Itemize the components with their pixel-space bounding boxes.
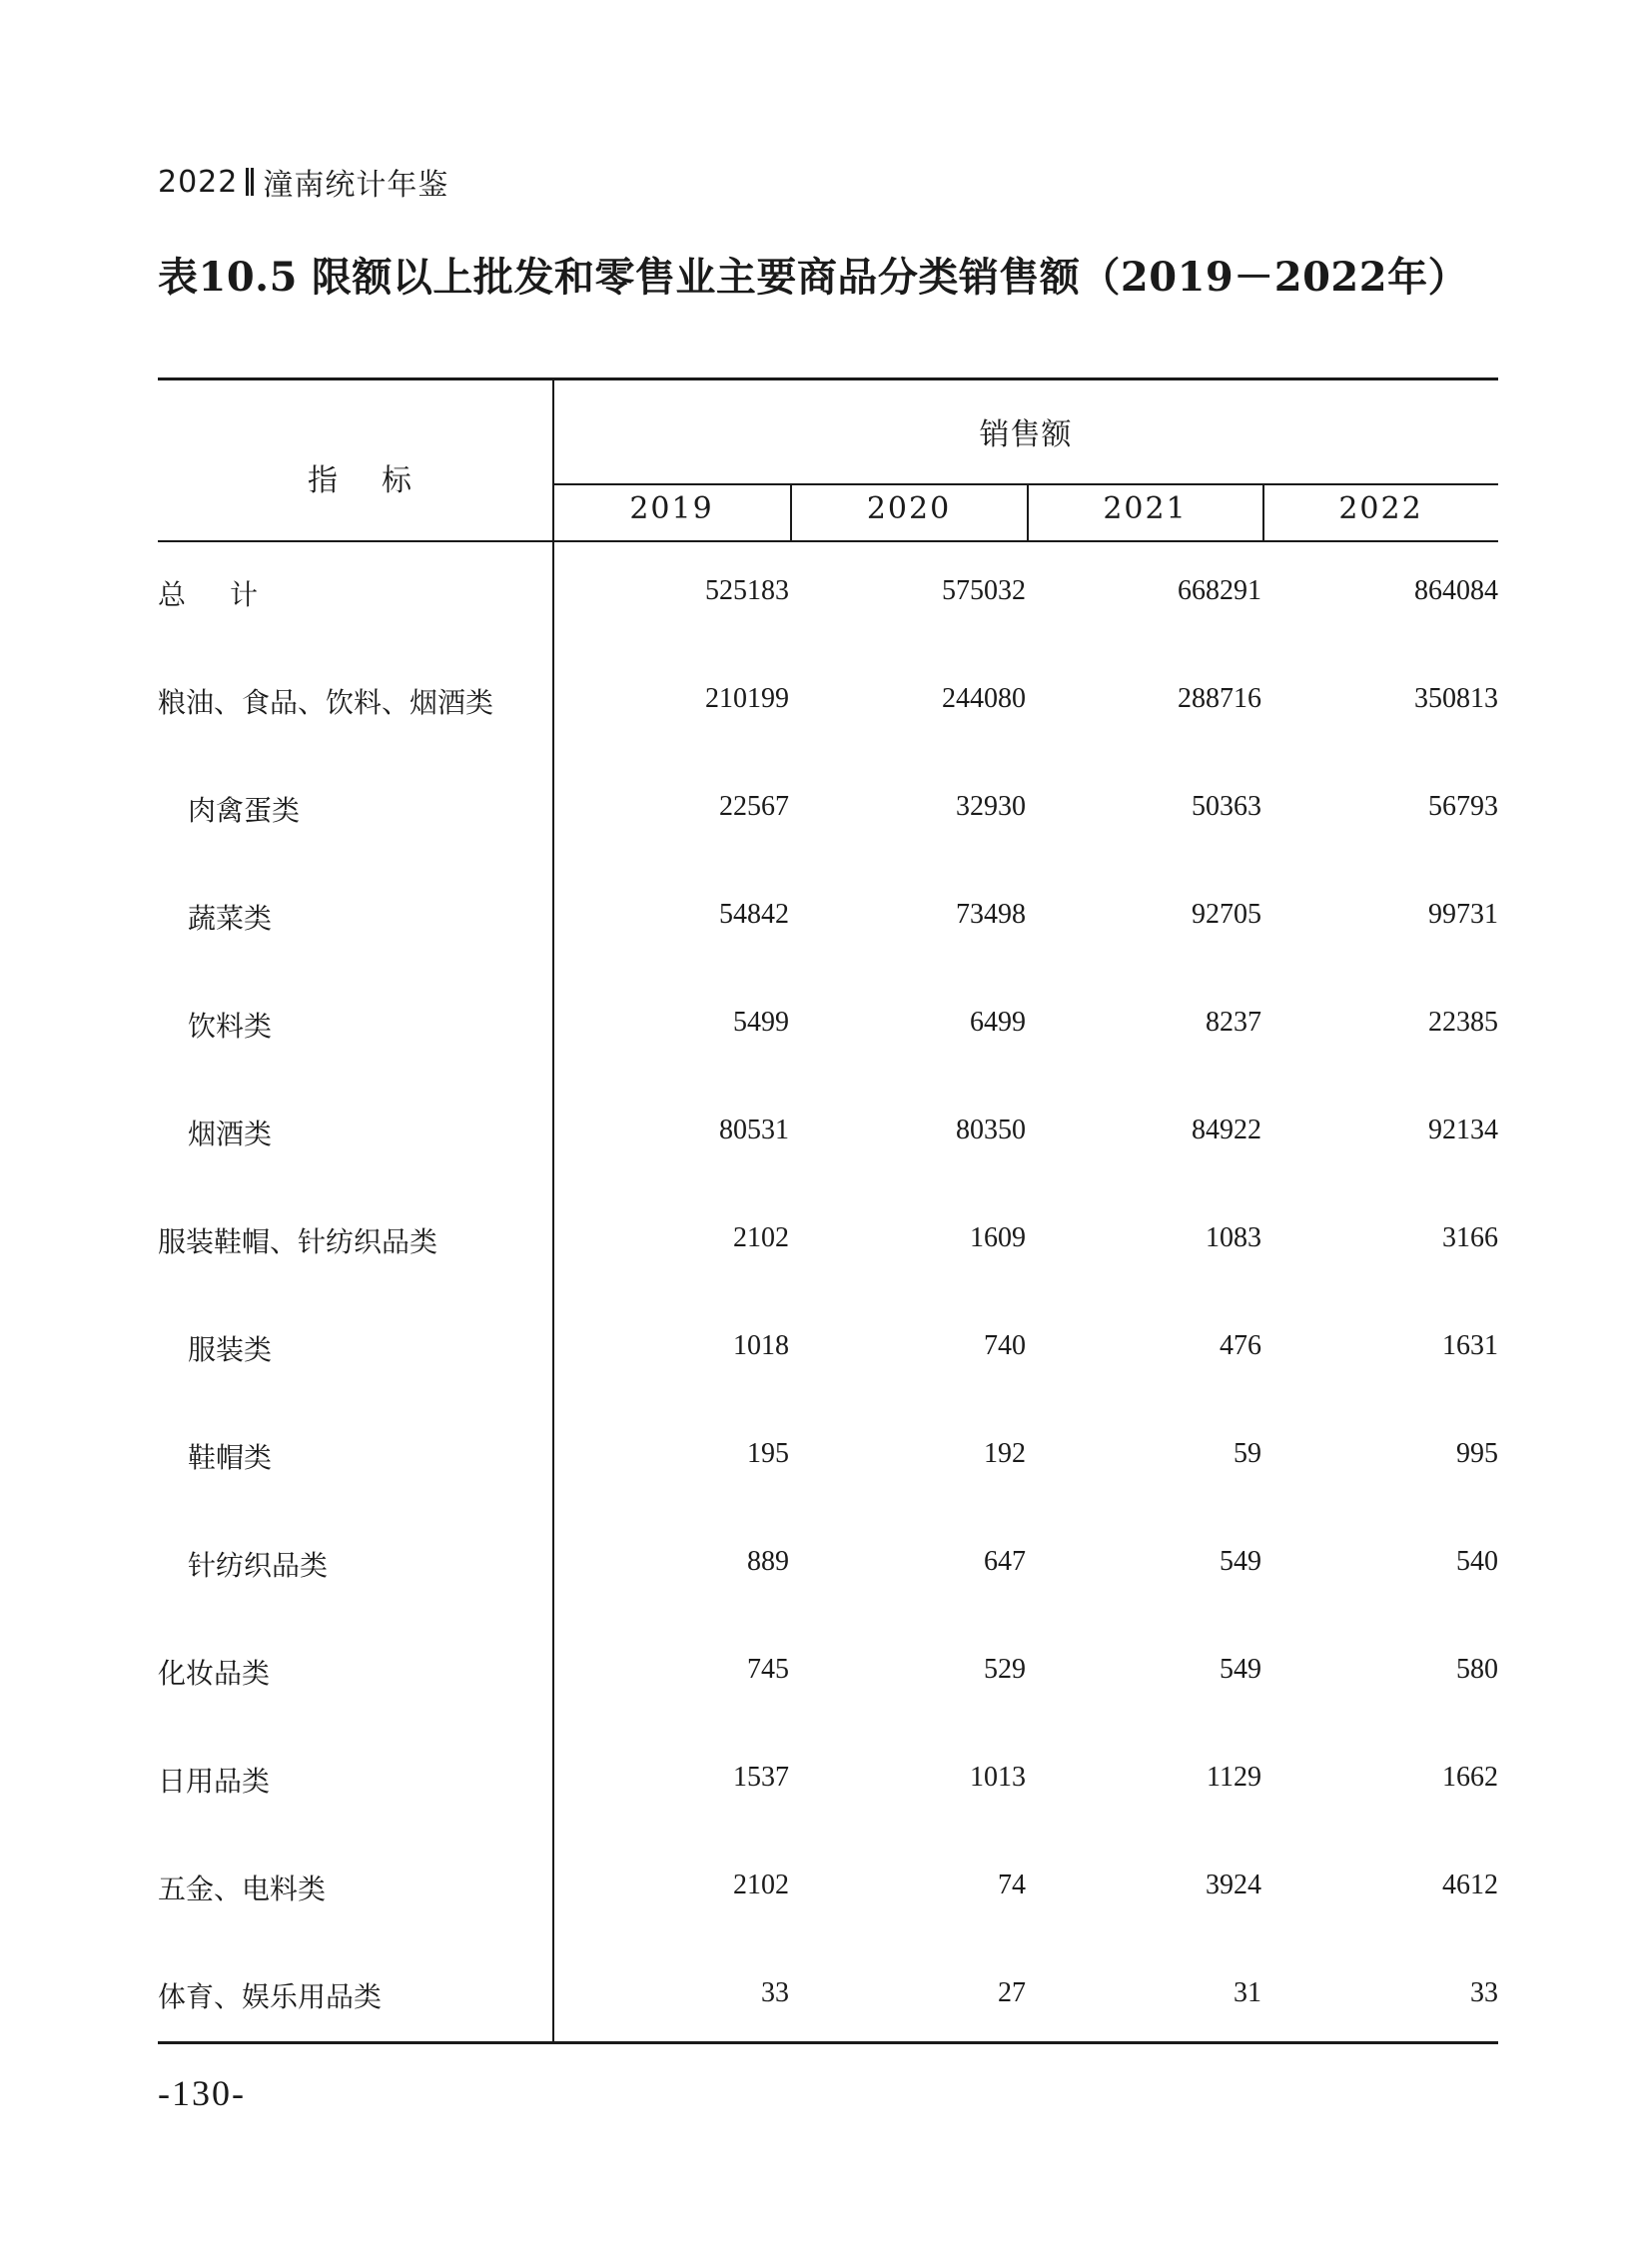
cell-value-2019: 1537 — [733, 1762, 789, 1793]
statistics-table — [158, 377, 1498, 2044]
cell-value-2022: 99731 — [1428, 899, 1498, 930]
table-row — [158, 789, 1498, 829]
cell-value-2019: 525183 — [705, 575, 789, 606]
cell-value-2021: 92705 — [1192, 899, 1261, 930]
cell-value-2020: 740 — [984, 1330, 1026, 1361]
cell-value-2021: 668291 — [1178, 575, 1261, 606]
table-row — [158, 1220, 1498, 1260]
cell-value-2021: 549 — [1220, 1546, 1261, 1577]
row-label: 体育、娱乐用品类 — [158, 1980, 383, 2013]
cell-value-2021: 476 — [1220, 1330, 1261, 1361]
table-row — [158, 1436, 1498, 1476]
cell-value-2019: 2102 — [733, 1222, 789, 1253]
row-label: 针纺织品类 — [188, 1549, 329, 1582]
row-label: 粮油、食品、饮料、烟酒类 — [158, 686, 494, 719]
row-label: 五金、电料类 — [158, 1872, 327, 1905]
cell-value-2019: 195 — [747, 1438, 789, 1469]
cell-value-2022: 1631 — [1442, 1330, 1498, 1361]
header-year: 2022 — [158, 164, 239, 200]
cell-value-2021: 59 — [1234, 1438, 1261, 1469]
table-row — [158, 1652, 1498, 1692]
cell-value-2022: 3166 — [1442, 1222, 1498, 1253]
cell-value-2020: 529 — [984, 1654, 1026, 1685]
header-mid-rule — [553, 483, 1498, 485]
year-header-2020: 2020 — [866, 491, 952, 526]
page-number: -130- — [158, 2073, 246, 2113]
cell-value-2020: 80350 — [956, 1115, 1026, 1145]
table-row — [158, 897, 1498, 937]
table-title-text: 限额以上批发和零售业主要商品分类销售额（2019－2022年） — [311, 254, 1469, 301]
cell-value-2019: 1018 — [733, 1330, 789, 1361]
cell-value-2022: 4612 — [1442, 1869, 1498, 1900]
double-bar-separator — [246, 168, 255, 196]
cell-value-2021: 1083 — [1206, 1222, 1261, 1253]
table-row — [158, 1328, 1498, 1368]
cell-value-2022: 995 — [1456, 1438, 1498, 1469]
row-label: 化妆品类 — [158, 1657, 271, 1690]
cell-value-2021: 31 — [1234, 1977, 1261, 2008]
row-label: 总计 — [158, 578, 303, 611]
cell-value-2019: 889 — [747, 1546, 789, 1577]
year-header-2022: 2022 — [1338, 491, 1423, 526]
cell-value-2022: 22385 — [1428, 1007, 1498, 1038]
header-bottom-rule — [158, 540, 1498, 542]
table-row — [158, 681, 1498, 721]
cell-value-2022: 350813 — [1414, 683, 1498, 714]
cell-value-2019: 5499 — [733, 1007, 789, 1038]
top-rule — [158, 377, 1498, 380]
table-row — [158, 1760, 1498, 1800]
cell-value-2020: 73498 — [956, 899, 1026, 930]
table-row — [158, 1113, 1498, 1152]
cell-value-2020: 575032 — [942, 575, 1026, 606]
cell-value-2022: 33 — [1470, 1977, 1498, 2008]
cell-value-2020: 244080 — [942, 683, 1026, 714]
cell-value-2020: 1609 — [970, 1222, 1026, 1253]
cell-value-2022: 56793 — [1428, 791, 1498, 822]
header-book-title: 潼南统计年鉴 — [263, 168, 449, 203]
table-row — [158, 1868, 1498, 1907]
row-label: 日用品类 — [158, 1765, 271, 1798]
row-label: 烟酒类 — [188, 1118, 273, 1150]
cell-value-2019: 33 — [761, 1977, 789, 2008]
cell-value-2020: 74 — [998, 1869, 1026, 1900]
table-row — [158, 1005, 1498, 1045]
cell-value-2020: 6499 — [970, 1007, 1026, 1038]
row-label: 服装类 — [188, 1333, 273, 1366]
bottom-rule — [158, 2041, 1498, 2044]
cell-value-2021: 8237 — [1206, 1007, 1261, 1038]
cell-value-2020: 27 — [998, 1977, 1026, 2008]
cell-value-2019: 745 — [747, 1654, 789, 1685]
cell-value-2021: 50363 — [1192, 791, 1261, 822]
sales-column-header: 销售额 — [979, 417, 1073, 452]
cell-value-2022: 864084 — [1414, 575, 1498, 606]
table-row — [158, 1975, 1498, 2015]
cell-value-2020: 1013 — [970, 1762, 1026, 1793]
row-label: 饮料类 — [188, 1010, 273, 1043]
cell-value-2020: 192 — [984, 1438, 1026, 1469]
cell-value-2019: 22567 — [719, 791, 789, 822]
cell-value-2021: 84922 — [1192, 1115, 1261, 1145]
cell-value-2021: 3924 — [1206, 1869, 1261, 1900]
table-number: 表10.5 — [158, 254, 298, 301]
cell-value-2022: 540 — [1456, 1546, 1498, 1577]
year-header-2021: 2021 — [1103, 491, 1188, 526]
year-header-2019: 2019 — [629, 491, 714, 526]
table-row — [158, 573, 1498, 613]
cell-value-2019: 2102 — [733, 1869, 789, 1900]
row-label: 肉禽蛋类 — [188, 794, 301, 827]
cell-value-2020: 647 — [984, 1546, 1026, 1577]
cell-value-2019: 210199 — [705, 683, 789, 714]
running-header — [158, 160, 448, 204]
table-row — [158, 1544, 1498, 1584]
row-label: 蔬菜类 — [188, 902, 273, 935]
cell-value-2019: 80531 — [719, 1115, 789, 1145]
cell-value-2021: 288716 — [1178, 683, 1261, 714]
cell-value-2021: 549 — [1220, 1654, 1261, 1685]
cell-value-2022: 1662 — [1442, 1762, 1498, 1793]
cell-value-2020: 32930 — [956, 791, 1026, 822]
indicator-column-header: 指标 — [308, 463, 455, 498]
cell-value-2022: 580 — [1456, 1654, 1498, 1685]
row-label: 鞋帽类 — [188, 1441, 273, 1474]
cell-value-2019: 54842 — [719, 899, 789, 930]
cell-value-2022: 92134 — [1428, 1115, 1498, 1145]
table-title — [158, 246, 1468, 303]
cell-value-2021: 1129 — [1207, 1762, 1261, 1793]
row-label: 服装鞋帽、针纺织品类 — [158, 1225, 438, 1258]
